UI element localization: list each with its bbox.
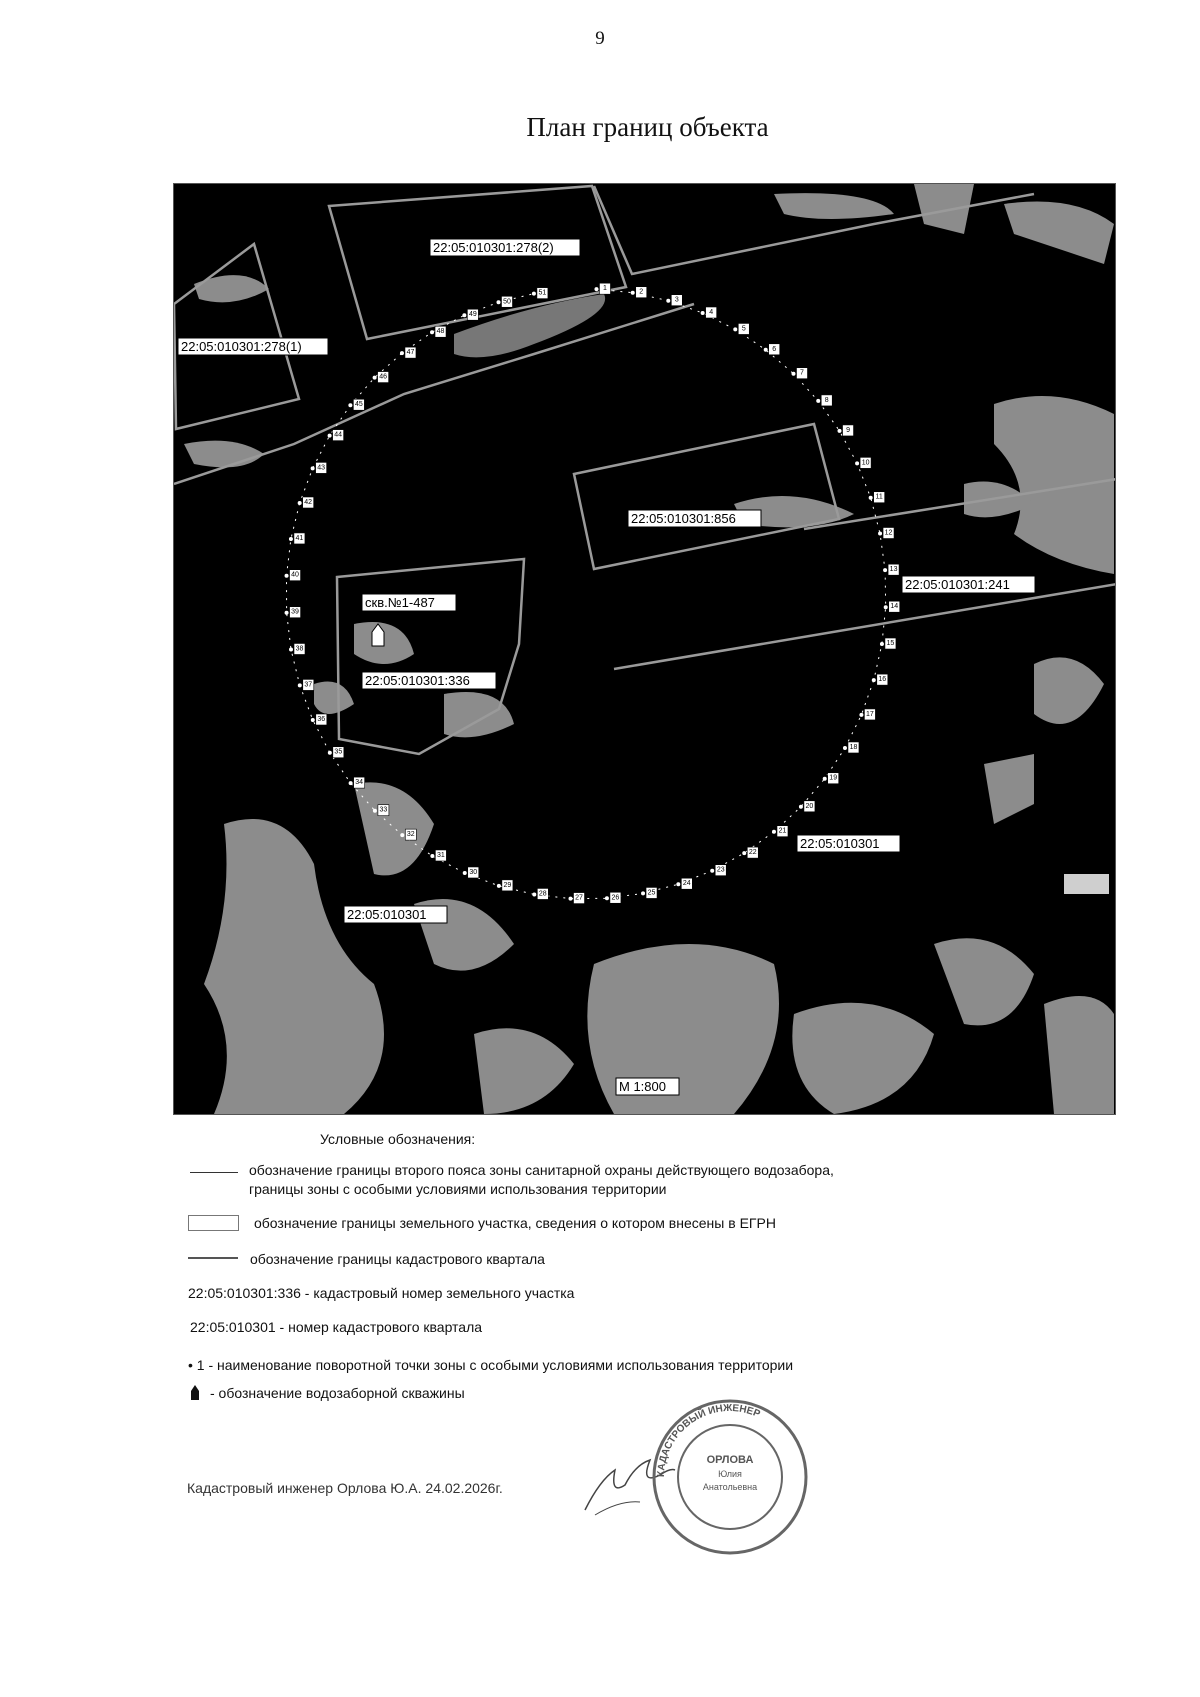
turning-point-dot bbox=[883, 568, 887, 572]
turning-point-dot bbox=[710, 869, 714, 873]
turning-point-label: 5 bbox=[741, 325, 746, 333]
turning-point-dot bbox=[289, 647, 293, 651]
turning-point-label: 4 bbox=[709, 308, 714, 316]
turning-point-label: 1 bbox=[603, 285, 607, 293]
turning-point-dot bbox=[791, 372, 795, 376]
turning-point-dot bbox=[532, 292, 536, 296]
turning-point-label: 8 bbox=[824, 396, 829, 404]
turning-point-dot bbox=[869, 496, 873, 500]
turning-points bbox=[285, 283, 900, 903]
engineer-stamp bbox=[650, 1397, 810, 1557]
svg-text:Анатольевна: Анатольевна bbox=[702, 1482, 758, 1492]
parcel-boundaries bbox=[174, 186, 1116, 754]
turning-point-dot bbox=[311, 718, 315, 722]
turning-point-dot bbox=[569, 897, 573, 901]
turning-point-dot bbox=[430, 854, 434, 858]
turning-point-label: 28 bbox=[538, 890, 547, 898]
turning-point-label: 31 bbox=[436, 851, 445, 859]
turning-point-dot bbox=[838, 429, 842, 433]
turning-point-dot bbox=[463, 871, 467, 875]
label-parcel-278-2: 22:05:010301:278(2) bbox=[433, 240, 554, 255]
svg-text:КАДАСТРОВЫЙ ИНЖЕНЕР: КАДАСТРОВЫЙ ИНЖЕНЕР bbox=[655, 1402, 762, 1478]
legend-parcel-boundary: обозначение границы земельного участка, сведения о котором внесены в ЕГРН bbox=[254, 1215, 776, 1231]
legend-zone-boundary-2: границы зоны с особыми условиями использования территории bbox=[249, 1181, 667, 1197]
turning-point-label: 51 bbox=[538, 289, 547, 297]
turning-point-label: 49 bbox=[468, 311, 477, 319]
turning-point-label: 19 bbox=[829, 774, 838, 782]
turning-point-dot bbox=[816, 399, 820, 403]
turning-point-label: 25 bbox=[647, 889, 656, 897]
quarter-boundary-symbol bbox=[188, 1257, 238, 1259]
turning-point-dot bbox=[859, 713, 863, 717]
zone-boundary-symbol bbox=[190, 1172, 238, 1173]
turning-point-dot bbox=[285, 574, 289, 578]
legend-quarter-boundary: обозначение границы кадастрового квартала bbox=[250, 1251, 545, 1267]
turning-point-label: 41 bbox=[295, 534, 304, 542]
turning-point-label: 47 bbox=[406, 349, 415, 357]
turning-point-label: 30 bbox=[469, 868, 478, 876]
legend-zone-boundary: обозначение границы второго пояса зоны санитарной охраны действующего водозабора, bbox=[249, 1162, 834, 1178]
turning-point-label: 22 bbox=[748, 849, 757, 857]
turning-point-label: 38 bbox=[295, 645, 304, 653]
legend-well-symbol: - обозначение водозаборной скважины bbox=[210, 1385, 465, 1401]
turning-point-dot bbox=[400, 351, 404, 355]
map-canvas bbox=[174, 184, 1116, 1115]
turning-point-dot bbox=[289, 537, 293, 541]
turning-point-label: 42 bbox=[304, 498, 313, 506]
turning-point-dot bbox=[799, 805, 803, 809]
terrain-features bbox=[184, 184, 1114, 1114]
turning-point-dot bbox=[605, 896, 609, 900]
parcel-boundary-symbol bbox=[188, 1215, 239, 1231]
turning-point-dot bbox=[496, 300, 500, 304]
turning-point-label: 48 bbox=[436, 328, 445, 336]
turning-point-dot bbox=[733, 327, 737, 331]
turning-point-dot bbox=[878, 532, 882, 536]
turning-point-label: 43 bbox=[317, 464, 326, 472]
turning-point-label: 50 bbox=[503, 298, 511, 306]
turning-point-dot bbox=[373, 376, 377, 380]
label-quarter-left: 22:05:010301 bbox=[347, 907, 427, 922]
turning-point-label: 32 bbox=[406, 831, 415, 839]
turning-point-label: 3 bbox=[674, 296, 679, 304]
turning-point-dot bbox=[641, 891, 645, 895]
legend-parcel-number: 22:05:010301:336 - кадастровый номер земельного участка bbox=[188, 1285, 575, 1301]
turning-point-label: 24 bbox=[682, 880, 691, 888]
turning-point-dot bbox=[373, 809, 377, 813]
well-legend-icon bbox=[188, 1384, 202, 1402]
turning-point-label: 27 bbox=[575, 894, 583, 902]
turning-point-dot bbox=[855, 461, 859, 465]
turning-point-label: 46 bbox=[379, 373, 388, 381]
page-title: План границ объекта bbox=[526, 112, 769, 142]
turning-point-dot bbox=[880, 642, 884, 646]
turning-point-label: 10 bbox=[861, 459, 870, 467]
turning-point-label: 7 bbox=[800, 369, 804, 377]
label-parcel-278-1: 22:05:010301:278(1) bbox=[181, 339, 302, 354]
turning-point-label: 11 bbox=[875, 493, 883, 501]
turning-point-label: 39 bbox=[291, 608, 299, 616]
turning-point-label: 2 bbox=[639, 288, 644, 296]
label-well: скв.№1-487 bbox=[365, 595, 435, 610]
turning-point-label: 17 bbox=[866, 710, 874, 718]
turning-point-dot bbox=[631, 291, 635, 295]
svg-text:ОРЛОВА: ОРЛОВА bbox=[706, 1454, 754, 1466]
turning-point-dot bbox=[884, 605, 888, 609]
turning-point-dot bbox=[328, 751, 332, 755]
turning-point-dot bbox=[462, 313, 466, 317]
turning-point-label: 34 bbox=[355, 779, 364, 787]
turning-point-label: 37 bbox=[304, 681, 313, 689]
turning-point-label: 23 bbox=[716, 866, 725, 874]
turning-point-dot bbox=[666, 299, 670, 303]
turning-point-label: 9 bbox=[846, 426, 850, 434]
legend-quarter-number: 22:05:010301 - номер кадастрового квартала bbox=[190, 1319, 483, 1335]
turning-point-label: 21 bbox=[778, 827, 787, 835]
turning-point-label: 13 bbox=[889, 566, 898, 574]
turning-point-dot bbox=[328, 434, 332, 438]
turning-point-dot bbox=[594, 287, 598, 291]
turning-point-label: 15 bbox=[886, 640, 895, 648]
turning-point-label: 26 bbox=[611, 894, 620, 902]
turning-point-dot bbox=[348, 403, 352, 407]
turning-point-dot bbox=[742, 851, 746, 855]
turning-point-label: 40 bbox=[291, 571, 299, 579]
turning-point-dot bbox=[430, 330, 434, 334]
turning-point-label: 36 bbox=[317, 715, 326, 723]
turning-point-dot bbox=[532, 892, 536, 896]
turning-point-dot bbox=[823, 777, 827, 781]
engineer-signature-text: Кадастровый инженер Орлова Ю.А. 24.02.2026г. bbox=[187, 1480, 503, 1496]
turning-point-dot bbox=[400, 833, 404, 837]
turning-point-label: 33 bbox=[379, 806, 388, 814]
label-scale: М 1:800 bbox=[619, 1079, 666, 1094]
legend-turning-point: • 1 - наименование поворотной точки зоны с особыми условиями использования территории bbox=[188, 1357, 794, 1373]
turning-point-label: 35 bbox=[334, 748, 343, 756]
turning-point-label: 45 bbox=[354, 401, 363, 409]
turning-point-label: 16 bbox=[878, 676, 887, 684]
svg-text:Юлия: Юлия bbox=[718, 1469, 742, 1479]
turning-point-label: 12 bbox=[884, 529, 893, 537]
turning-point-label: 6 bbox=[772, 345, 777, 353]
turning-point-label: 44 bbox=[334, 431, 343, 439]
turning-point-dot bbox=[843, 746, 847, 750]
turning-point-dot bbox=[676, 882, 680, 886]
turning-point-dot bbox=[772, 830, 776, 834]
label-parcel-856: 22:05:010301:856 bbox=[631, 511, 736, 526]
label-quarter-right: 22:05:010301 bbox=[800, 836, 880, 851]
turning-point-dot bbox=[311, 466, 315, 470]
label-parcel-241: 22:05:010301:241 bbox=[905, 577, 1010, 592]
turning-point-dot bbox=[349, 781, 353, 785]
turning-point-dot bbox=[701, 311, 705, 315]
turning-point-dot bbox=[298, 683, 302, 687]
turning-point-label: 14 bbox=[890, 603, 899, 611]
turning-point-dot bbox=[872, 678, 876, 682]
turning-point-dot bbox=[497, 884, 501, 888]
turning-point-dot bbox=[298, 501, 302, 505]
turning-point-dot bbox=[764, 348, 768, 352]
turning-point-label: 29 bbox=[503, 881, 512, 889]
turning-point-label: 20 bbox=[805, 802, 814, 810]
boundary-plan-map bbox=[173, 183, 1116, 1115]
legend-title: Условные обозначения: bbox=[320, 1131, 476, 1147]
label-parcel-336: 22:05:010301:336 bbox=[365, 673, 470, 688]
page-number: 9 bbox=[595, 28, 605, 49]
turning-point-label: 18 bbox=[849, 743, 858, 751]
turning-point-dot bbox=[285, 611, 289, 615]
